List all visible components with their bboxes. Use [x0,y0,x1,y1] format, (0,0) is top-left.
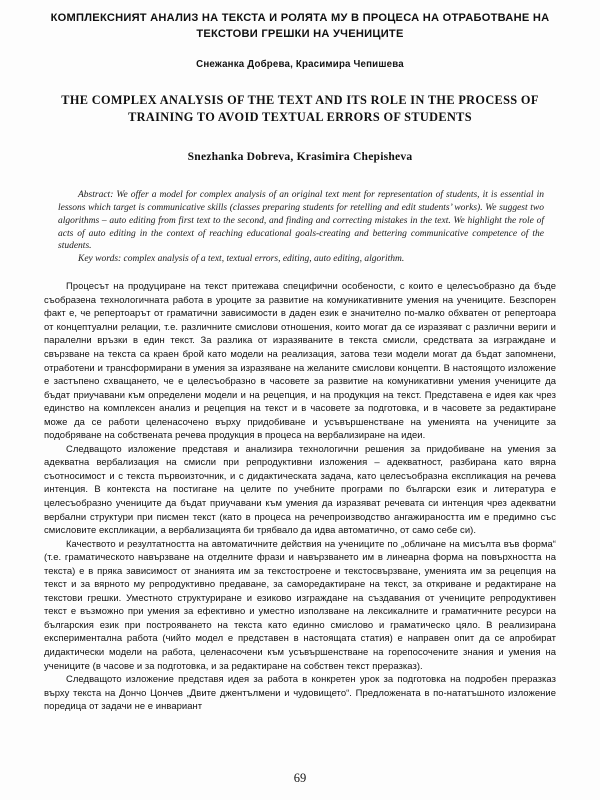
page-title-bulgarian: КОМПЛЕКСНИЯТ АНАЛИЗ НА ТЕКСТА И РОЛЯТА МУ В ПРОЦЕСА НА ОТРАБОТВАНЕ НА ТЕКСТОВИ ГРЕШКИ НА УЧЕНИЦИТЕ [50,12,550,41]
body-text-section [44,280,556,714]
abstract-text: Abstract: We offer a model for complex analysis of an original text ment for representation of students, it is essential in lessons which target is communicative skills (classes preparing students for retelling and edit students’ works). We suggest two algorithms – auto editing from first text to the second, and finding and correcting mistakes in the text. We highlight the role of acts of auto editing in the context of reaching educational goals-creating and bettering communicative competence of the students. [58,189,544,252]
body-paragraph: Процесът на продуциране на текст притежава специфични особености, с които е целесъобразно да бъде съобразена технологичната работа в уроците за развитие на комуникативните умения на учениците. Безспорен факт е, че репертоарът от граматични зависимости в даден език е значително по-малко обхватен от репертоара от концептуални релации, т.е. различните смислови отношения, които могат да се изразяват с различни вериги и паралелни връзки в един текст. За разлика от изразяваните в текста смисли, средствата за изграждане и свързване на текста са краен брой като модели на реализация, затова тези модели могат да бъдат запомнени, отработени и трансформирани в умения за изразяване на желаните смислови концепти. В настоящото изложение е застъпено схващането, че е целесъобразно в часовете за развитие на комуникативни умения учениците да бъдат приучавани към определени модели и на рецепция, и на продукция на текст. Представена е идея как чрез единство на комплексен анализ и рецепция на текст и в часовете за подготовка, и в часовете за редактиране може да се работи целенасочено върху придобиване и усъвършенстване на уменията на учениците за подобряване на собствената речева продукция в процеса на вербализиране на идеи. [44,281,556,442]
body-paragraph: Следващото изложение представя и анализира технологични решения за придобиване на умения за адекватна вербализация на смисли при репродуктивни изложения – адекватност, разбирана като вярна съотносимост и с текста първоизточник, и с дидактическата задача, като целесъобразна експликация на речева интенция. В контекста на постигане на целите по учебните програми по български език и литература е целесъобразно учениците да бъдат приучавани към умения да изразяват речевата си интенция чрез адекватни вербални структури при писмен текст (като в процеса на речепроизводство ангажираността им е предимно със смисловите експликации, а вербализацията би трябвало да идва автоматично, от само себе си). [44,443,556,537]
body-paragraph: Качеството и резултатността на автоматичните действия на учениците по „обличане на мисълта във форма“ (т.е. граматическото навързване на отделните фрази и навързването им в линеарна форма на повърхността на текста) е в пряка зависимост от знанията им за текстостроене и текстосвързване, уменията им за рецепция на текст и за вярното му репродуктивно предаване, за саморедактиране на текст, за откриване и редактиране на текстови грешки. Уместното структуриране и езиково изграждане на създавания от учениците репродуктивен текст е възможно при умения за ефективно и уместно използване на лексикалните и граматичните ресурси на българския език при построяването на текста като единно смислово и граматическо цяло. В реализирана експериментална работа (чийто модел е представен в настоящата статия) е направен опит да се апробират дидактически модели на работа, целенасочени към усъвършенстване на горепосочените знания и умения на учениците (в часове и за подготовка, и за редактиране на собствен текст преразказ). [44,538,556,672]
abstract-section [44,189,556,266]
page-number: 69 [293,771,307,785]
body-paragraph: Следващото изложение представя идея за работа в конкретен урок за подготовка на подробен преразказ върху текста на Дончо Цончев „Двите джентълмени и чудовището“. Предложената в по-нататъшното изложение поредица от задачи не е инвариант [44,674,556,713]
page-title-english: THE COMPLEX ANALYSIS OF THE TEXT AND ITS ROLE IN THE PROCESS OF TRAINING TO AVOID TEXTUAL ERRORS OF STUDENTS [61,92,539,124]
authors-bulgarian: Снежанка Добрева, Красимира Чепишева [196,58,404,70]
authors-english: Snezhanka Dobreva, Krasimira Chepisheva [187,149,413,163]
keywords-text: Key words: complex analysis of a text, textual errors, editing, auto editing, algorithm. [78,254,405,265]
